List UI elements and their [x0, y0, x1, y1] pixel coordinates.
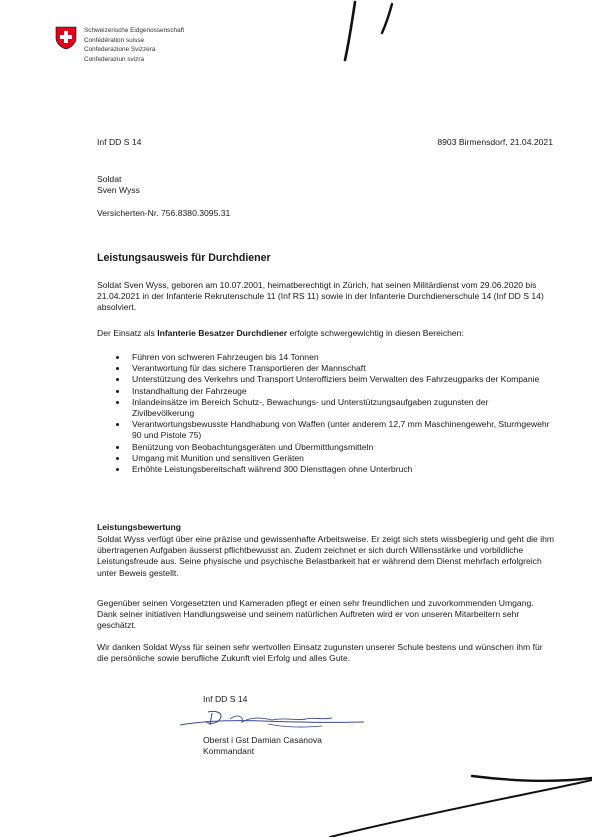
signature-reference: Inf DD S 14 — [203, 694, 248, 704]
confederation-german: Schweizerische Eidgenossenschaft — [84, 27, 185, 34]
closing-paragraph: Wir danken Soldat Wyss für seinen sehr wertvollen Einsatz zugunsten unserer Schule bestens und wünschen ihm für die persönliche sowie berufliche Zukunft viel Erfolg und alles Gute. — [97, 642, 543, 664]
confederation-french: Confédération suisse — [84, 36, 145, 44]
list-item: Benützung von Beobachtungsgeräten und Übermittlungsmitteln — [112, 442, 552, 453]
handwritten-signature — [172, 707, 368, 733]
list-item: Erhöhte Leistungsbereitschaft während 300 Diensttagen ohne Unterbruch — [112, 464, 552, 475]
document-title: Leistungsausweis für Durchdiener — [97, 252, 271, 264]
list-item: Verantwortung für das sichere Transportieren der Mannschaft — [112, 363, 552, 374]
place-date: 8903 Birmensdorf, 21.04.2021 — [437, 137, 553, 147]
evaluation-heading: Leistungsbewertung — [97, 522, 182, 532]
list-item: Unterstützung des Verkehrs und Transport Unteroffiziers beim Verwalten des Fahrzeugparks der Kompanie — [112, 374, 552, 385]
deployment-prefix: Der Einsatz als — [97, 328, 158, 338]
deployment-suffix: erfolgte schwergewichtig in diesen Bereichen: — [287, 328, 464, 338]
signatory-role: Kommandant — [203, 746, 255, 756]
list-item: Führen von schweren Fahrzeugen bis 14 Tonnen — [112, 352, 552, 363]
list-item: Inlandeinsätze im Bereich Schutz-, Bewachungs- und Unterstützungsaufgaben zugunsten der Zivilbevölkerung — [112, 397, 552, 419]
signatory-name: Oberst i Gst Damian Casanova — [203, 735, 322, 745]
deployment-paragraph — [97, 328, 555, 339]
list-item: Instandhaltung der Fahrzeuge — [112, 386, 552, 397]
confederation-italian: Confederazione Svizzera — [84, 46, 156, 54]
recipient-name: Sven Wyss — [97, 185, 140, 195]
insurance-number: Versicherten-Nr. 756.8380.3095.31 — [97, 208, 231, 218]
evaluation-paragraph: Soldat Wyss verfügt über eine präzise und gewissenhafte Arbeitsweise. Er zeigt sich stets wissbegierig und geht die ihm übertragenen Aufgaben äusserst pflichtbewusst an. Zudem zeichnet er sich durch Willensstärke und vorbildliche Leistungsfreude aus. Seine physische und psychische Belastbarkeit hat er während dem Dienst mehrfach erfolgreich unter Beweis gestellt. — [97, 534, 555, 578]
deployment-role: Infanterie Besatzer Durchdiener — [157, 328, 288, 338]
confederation-romansh: Confederaziun svizra — [84, 55, 145, 63]
conduct-paragraph: Gegenüber seinen Vorgesetzten und Kameraden pflegt er einen sehr freundlichen und zuvorkommenden Umgang. Dank seiner initiativen Handlungsweise und seinem natürlichen Auftreten wird er von unseren Mitarbeitern sehr geschätzt. — [97, 598, 534, 631]
intro-paragraph: Soldat Sven Wyss, geboren am 10.07.2001, heimatberechtigt in Zürich, hat seinen Militärdienst vom 29.06.2020 bis 21.04.2021 in der Infanterie Rekrutenschule 11 (Inf RS 11) sowie in der Infanterie Durchdienerschule 14 (Inf DD S 14) absolviert. — [97, 280, 544, 313]
list-item: Verantwortungsbewusste Handhabung von Waffen (unter anderem 12,7 mm Maschinengewehr, Sturmgewehr 90 und Pistole 75) — [112, 419, 552, 441]
recipient-rank: Soldat — [97, 174, 122, 184]
task-list — [112, 352, 552, 475]
confederation-names — [84, 26, 184, 64]
swiss-coat-of-arms-icon — [55, 26, 77, 50]
letter-reference: Inf DD S 14 — [97, 137, 142, 147]
list-item: Umgang mit Munition und sensitiven Geräten — [112, 453, 552, 464]
